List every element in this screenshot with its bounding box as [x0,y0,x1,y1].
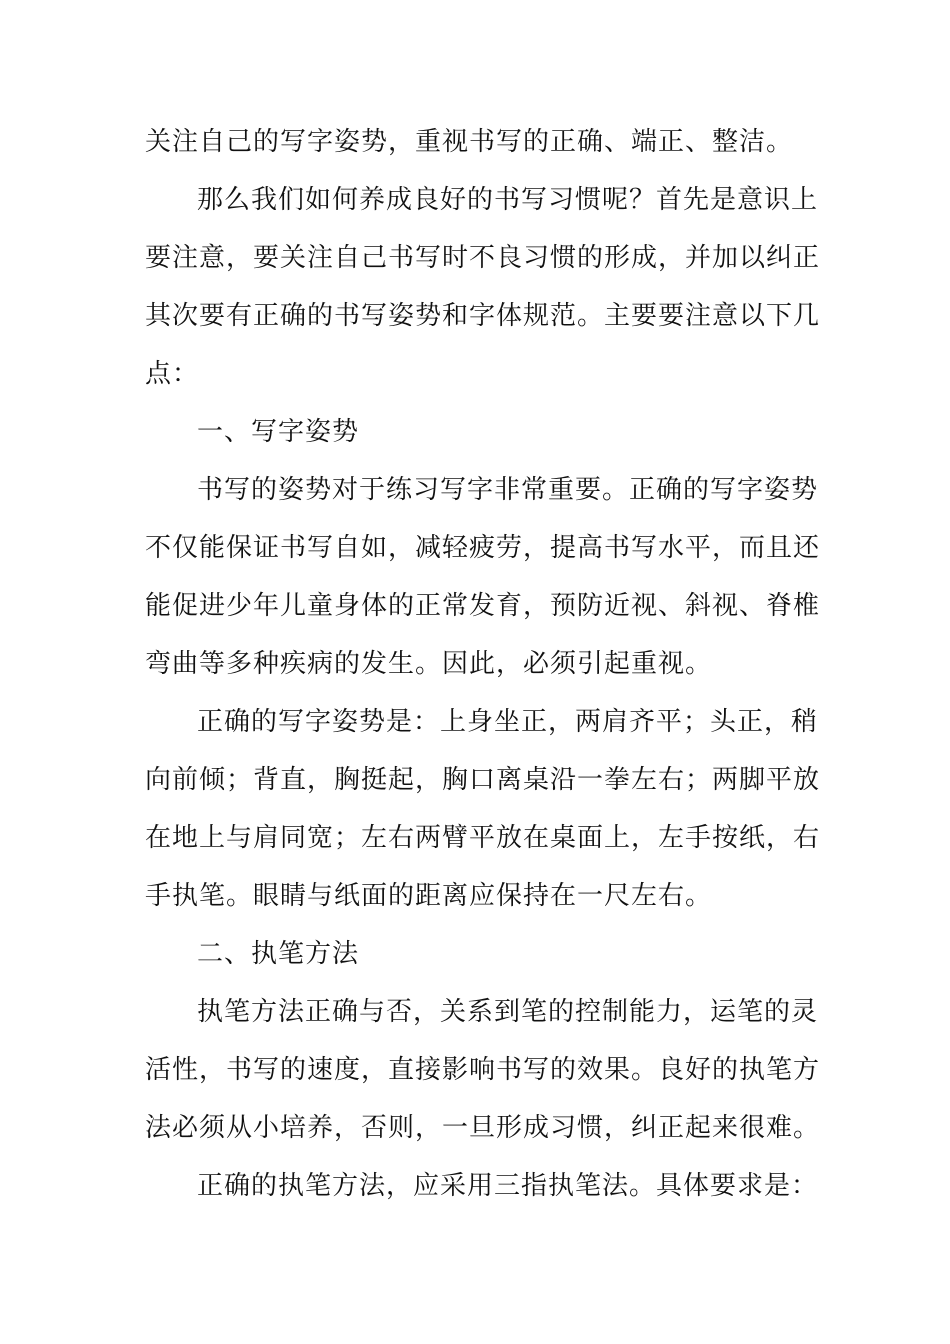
text-line: 在地上与肩同宽；左右两臂平放在桌面上，左手按纸，右 [145,823,821,853]
text-line: 那么我们如何养成良好的书写习惯呢？首先是意识上 [197,185,819,215]
text-line: 向前倾；背直，胸挺起，胸口离桌沿一拳左右；两脚平放 [145,765,821,795]
text-line: 关注自己的写字姿势，重视书写的正确、端正、整洁。 [145,127,794,157]
text-line: 正确的写字姿势是：上身坐正，两肩齐平；头正，稍 [197,707,819,737]
text-line: 弯曲等多种疾病的发生。因此，必须引起重视。 [145,649,713,679]
text-line: 执笔方法正确与否，关系到笔的控制能力，运笔的灵 [197,997,819,1027]
text-line: 要注意，要关注自己书写时不良习惯的形成，并加以纠正 [145,243,821,273]
text-line: 手执笔。眼睛与纸面的距离应保持在一尺左右。 [145,881,713,911]
text-line: 活性，书写的速度，直接影响书写的效果。良好的执笔方 [145,1055,821,1085]
text-line: 不仅能保证书写自如，减轻疲劳，提高书写水平，而且还 [145,533,821,563]
text-line: 点： [145,359,200,389]
text-line: 法必须从小培养，否则，一旦形成习惯，纠正起来很难。 [145,1113,821,1143]
section-heading: 二、执笔方法 [197,939,360,969]
section-heading: 一、写字姿势 [197,417,360,447]
text-line: 正确的执笔方法，应采用三指执笔法。具体要求是： [197,1171,819,1201]
text-line: 书写的姿势对于练习写字非常重要。正确的写字姿势 [197,475,819,505]
text-line: 能促进少年儿童身体的正常发育，预防近视、斜视、脊椎 [145,591,821,621]
text-line: 其次要有正确的书写姿势和字体规范。主要要注意以下几 [145,301,821,331]
